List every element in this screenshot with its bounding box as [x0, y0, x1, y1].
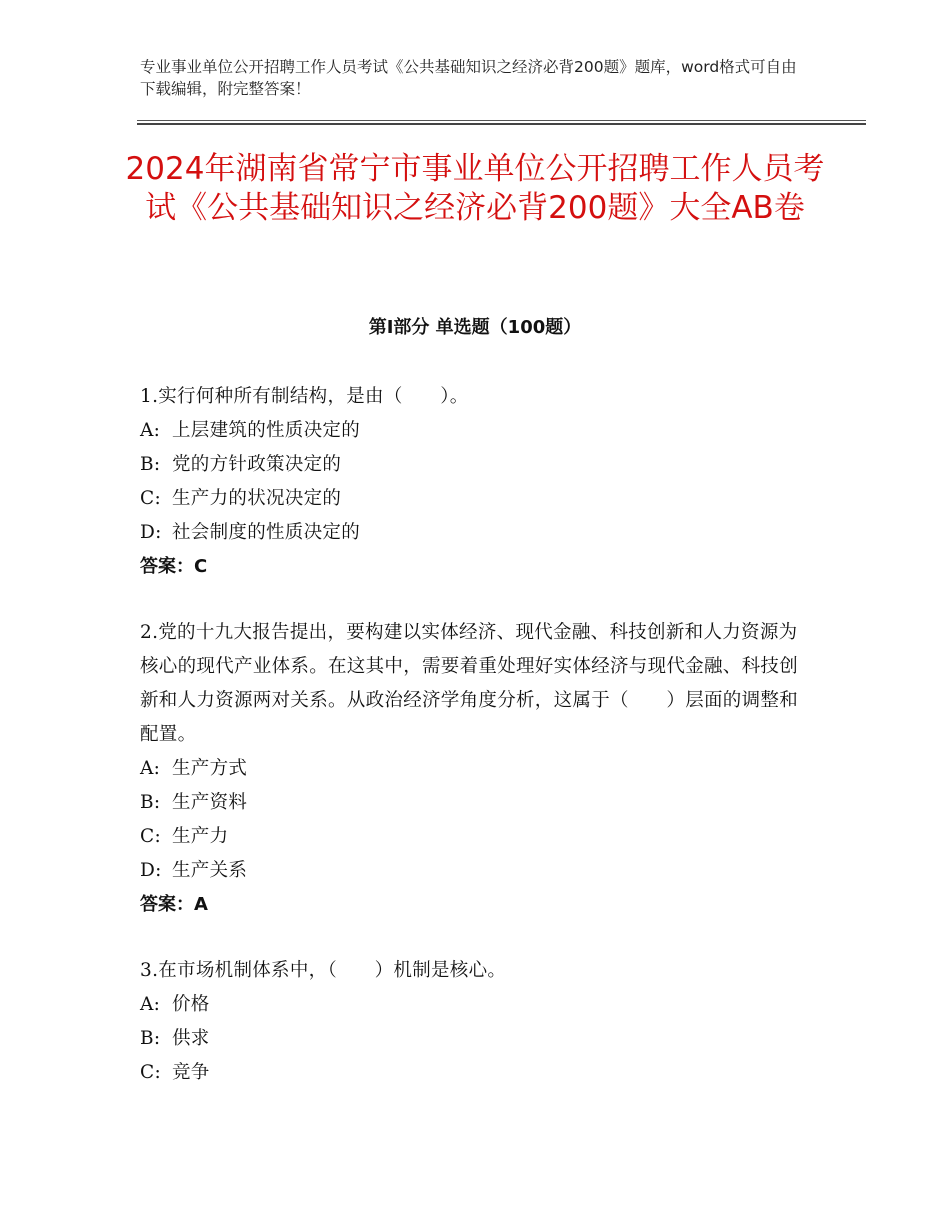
option-key: A:	[140, 994, 161, 1015]
option-b	[140, 1022, 805, 1056]
question-stem: 2.党的十九大报告提出，要构建以实体经济、现代金融、科技创新和人力资源为核心的现代产业体系。在这其中，需要着重处理好实体经济与现代金融、科技创新和人力资源两对关系。从政治经济学角度分析，这属于（ ）层面的调整和配置。	[140, 622, 799, 745]
option-key: C:	[140, 488, 161, 509]
question-3	[140, 954, 805, 1090]
option-a	[140, 414, 805, 448]
option-key: D:	[140, 860, 162, 881]
option-key: D:	[140, 522, 162, 543]
question-stem: 1.实行何种所有制结构，是由（ ）。	[140, 386, 469, 407]
option-d	[140, 854, 805, 888]
option-d	[140, 516, 805, 550]
option-text: 上层建筑的性质决定的	[172, 420, 361, 441]
option-key: B:	[140, 1028, 161, 1049]
option-key: A:	[140, 758, 161, 779]
header-divider-thin	[137, 120, 866, 121]
option-c	[140, 1056, 805, 1090]
question-1	[140, 380, 805, 584]
option-text: 生产力	[172, 826, 229, 847]
document-header-note: 专业事业单位公开招聘工作人员考试《公共基础知识之经济必背200题》题库，word格式可自由下载编辑，附完整答案！	[140, 58, 797, 98]
option-text: 供求	[172, 1028, 210, 1049]
question-answer: 答案：A	[140, 894, 208, 915]
option-a	[140, 752, 805, 786]
option-a	[140, 988, 805, 1022]
document-title: 2024年湖南省常宁市事业单位公开招聘工作人员考试《公共基础知识之经济必背200题》大全AB卷	[125, 151, 825, 226]
option-key: B:	[140, 454, 161, 475]
option-key: C:	[140, 1062, 161, 1083]
option-c	[140, 482, 805, 516]
option-c	[140, 820, 805, 854]
question-stem: 3.在市场机制体系中，（ ）机制是核心。	[140, 960, 507, 981]
option-key: A:	[140, 420, 161, 441]
option-b	[140, 786, 805, 820]
header-divider-thick	[137, 123, 866, 125]
question-answer: 答案：C	[140, 556, 208, 577]
option-text: 生产力的状况决定的	[172, 488, 342, 509]
option-text: 生产方式	[172, 758, 248, 779]
option-key: B:	[140, 792, 161, 813]
option-key: C:	[140, 826, 161, 847]
option-text: 社会制度的性质决定的	[172, 522, 361, 543]
question-2	[140, 616, 805, 922]
option-text: 生产关系	[172, 860, 248, 881]
part-heading: 第Ⅰ部分 单选题（100题）	[368, 317, 582, 338]
option-text: 党的方针政策决定的	[172, 454, 342, 475]
option-b	[140, 448, 805, 482]
option-text: 价格	[172, 994, 210, 1015]
option-text: 生产资料	[172, 792, 248, 813]
option-text: 竞争	[172, 1062, 210, 1083]
question-list	[140, 380, 805, 1122]
